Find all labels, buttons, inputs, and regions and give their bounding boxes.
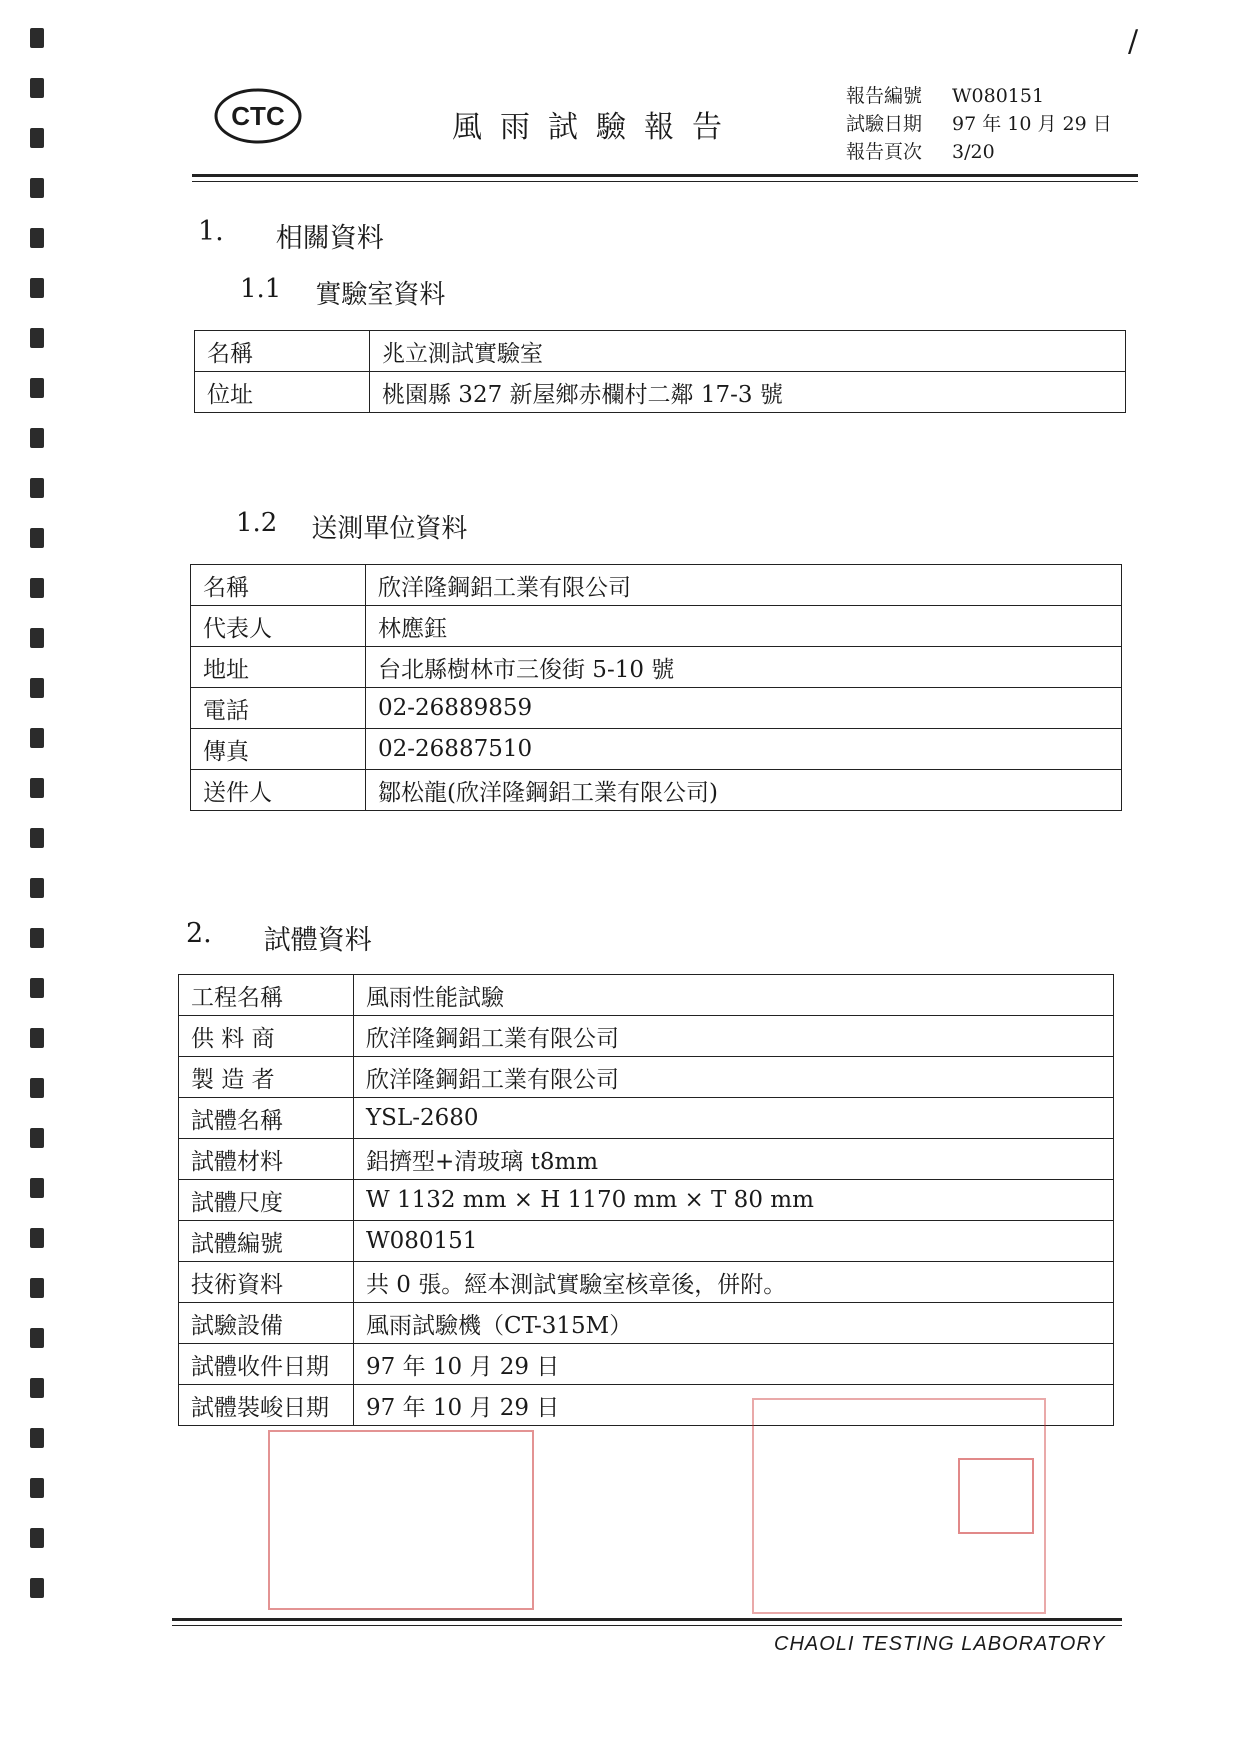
binder-hole	[30, 528, 44, 548]
field-label: 名稱	[191, 565, 366, 606]
binder-hole	[30, 778, 44, 798]
table-row	[179, 1262, 1114, 1303]
binder-hole	[30, 228, 44, 248]
client-heading	[236, 508, 467, 545]
table-row	[179, 1139, 1114, 1180]
test-date-label: 試驗日期	[846, 113, 923, 135]
field-label: 製 造 者	[179, 1057, 354, 1098]
table-row	[179, 1057, 1114, 1098]
field-label: 試體編號	[179, 1221, 354, 1262]
field-value: 欣洋隆鋼鋁工業有限公司	[354, 1016, 1114, 1057]
table-row	[179, 1344, 1114, 1385]
binder-hole	[30, 28, 44, 48]
footer-rule-thin	[172, 1625, 1122, 1626]
footer-rule	[172, 1618, 1122, 1621]
field-value: 02-26887510	[366, 729, 1122, 770]
field-label: 試體材料	[179, 1139, 354, 1180]
section1-title: 相關資料	[275, 223, 384, 254]
client-table	[190, 564, 1122, 811]
binder-hole	[30, 1528, 44, 1548]
binder-holes	[30, 28, 52, 1628]
lab-table	[194, 330, 1126, 413]
field-value: 97 年 10 月 29 日	[354, 1344, 1114, 1385]
table-row	[195, 372, 1126, 413]
field-value: 風雨性能試驗	[354, 975, 1114, 1016]
field-value: 風雨試驗機（CT-315M）	[354, 1303, 1114, 1344]
field-value: 桃園縣 327 新屋鄉赤欄村二鄰 17-3 號	[370, 372, 1126, 413]
binder-hole	[30, 278, 44, 298]
report-no-label: 報告編號	[846, 85, 923, 107]
field-value: W 1132 mm × H 1170 mm × T 80 mm	[354, 1180, 1114, 1221]
field-value: 欣洋隆鋼鋁工業有限公司	[354, 1057, 1114, 1098]
section2-title: 試體資料	[263, 925, 372, 956]
section1-heading	[198, 216, 384, 255]
binder-hole	[30, 1378, 44, 1398]
field-value: YSL-2680	[354, 1098, 1114, 1139]
field-value: 共 0 張。經本測試實驗室核章後，併附。	[354, 1262, 1114, 1303]
field-label: 送件人	[191, 770, 366, 811]
table-row	[179, 1098, 1114, 1139]
client-title: 送測單位資料	[311, 514, 468, 544]
specimen-table	[178, 974, 1114, 1426]
table-row	[179, 975, 1114, 1016]
binder-hole	[30, 1478, 44, 1498]
section2-heading	[186, 918, 372, 957]
field-label: 試體尺度	[179, 1180, 354, 1221]
binder-hole	[30, 328, 44, 348]
table-row	[195, 331, 1126, 372]
table-row	[179, 1303, 1114, 1344]
footer-lab-name: CHAOLI TESTING LABORATORY	[774, 1633, 1106, 1655]
field-label: 代表人	[191, 606, 366, 647]
table-row	[179, 1016, 1114, 1057]
table-row	[191, 688, 1122, 729]
field-label: 傳真	[191, 729, 366, 770]
field-label: 地址	[191, 647, 366, 688]
binder-hole	[30, 1078, 44, 1098]
field-label: 試驗設備	[179, 1303, 354, 1344]
field-label: 試體收件日期	[179, 1344, 354, 1385]
field-label: 技術資料	[179, 1262, 354, 1303]
field-value: 欣洋隆鋼鋁工業有限公司	[366, 565, 1122, 606]
binder-hole	[30, 378, 44, 398]
lab-heading	[240, 274, 445, 311]
section2-number: 2.	[186, 918, 212, 949]
binder-hole	[30, 978, 44, 998]
scan-mark: /	[1128, 24, 1139, 59]
lab-title: 實驗室資料	[315, 280, 446, 310]
binder-hole	[30, 578, 44, 598]
table-row	[179, 1221, 1114, 1262]
binder-hole	[30, 728, 44, 748]
field-value: 02-26889859	[366, 688, 1122, 729]
field-label: 試體名稱	[179, 1098, 354, 1139]
binder-hole	[30, 1178, 44, 1198]
field-value: 兆立測試實驗室	[370, 331, 1126, 372]
verification-stamp	[268, 1430, 534, 1610]
header-rule-thin	[192, 181, 1138, 182]
table-row	[191, 565, 1122, 606]
report-header	[190, 78, 1140, 178]
binder-hole	[30, 628, 44, 648]
report-meta	[846, 82, 1112, 166]
binder-hole	[30, 128, 44, 148]
field-value: W080151	[354, 1221, 1114, 1262]
table-row	[179, 1180, 1114, 1221]
svg-text:CTC: CTC	[231, 101, 285, 131]
binder-hole	[30, 678, 44, 698]
field-value: 林應鈺	[366, 606, 1122, 647]
table-row	[191, 770, 1122, 811]
seal-stamp	[958, 1458, 1034, 1534]
field-value: 鄒松龍(欣洋隆鋼鋁工業有限公司)	[366, 770, 1122, 811]
binder-hole	[30, 1128, 44, 1148]
header-rule	[192, 174, 1138, 177]
binder-hole	[30, 1428, 44, 1448]
client-number: 1.2	[236, 508, 278, 538]
table-row	[191, 606, 1122, 647]
test-date: 97 年 10 月 29 日	[952, 113, 1112, 135]
lab-number: 1.1	[240, 274, 282, 304]
field-value: 97 年 10 月 29 日	[354, 1385, 1114, 1426]
binder-hole	[30, 78, 44, 98]
table-row	[191, 647, 1122, 688]
field-label: 供 料 商	[179, 1016, 354, 1057]
field-label: 試體裝峻日期	[179, 1385, 354, 1426]
ctc-logo	[214, 88, 302, 144]
section1-number: 1.	[198, 216, 224, 247]
field-label: 電話	[191, 688, 366, 729]
binder-hole	[30, 878, 44, 898]
field-value: 鋁擠型+清玻璃 t8mm	[354, 1139, 1114, 1180]
binder-hole	[30, 928, 44, 948]
binder-hole	[30, 1328, 44, 1348]
page-number: 3/20	[952, 141, 995, 163]
binder-hole	[30, 178, 44, 198]
page-label: 報告頁次	[846, 141, 923, 163]
report-no: W080151	[952, 85, 1045, 107]
binder-hole	[30, 478, 44, 498]
table-row	[191, 729, 1122, 770]
report-title: 風雨試驗報告	[452, 110, 740, 145]
field-label: 工程名稱	[179, 975, 354, 1016]
binder-hole	[30, 1028, 44, 1048]
binder-hole	[30, 828, 44, 848]
binder-hole	[30, 428, 44, 448]
field-label: 名稱	[195, 331, 370, 372]
binder-hole	[30, 1228, 44, 1248]
binder-hole	[30, 1278, 44, 1298]
field-value: 台北縣樹林市三俊街 5-10 號	[366, 647, 1122, 688]
field-label: 位址	[195, 372, 370, 413]
binder-hole	[30, 1578, 44, 1598]
